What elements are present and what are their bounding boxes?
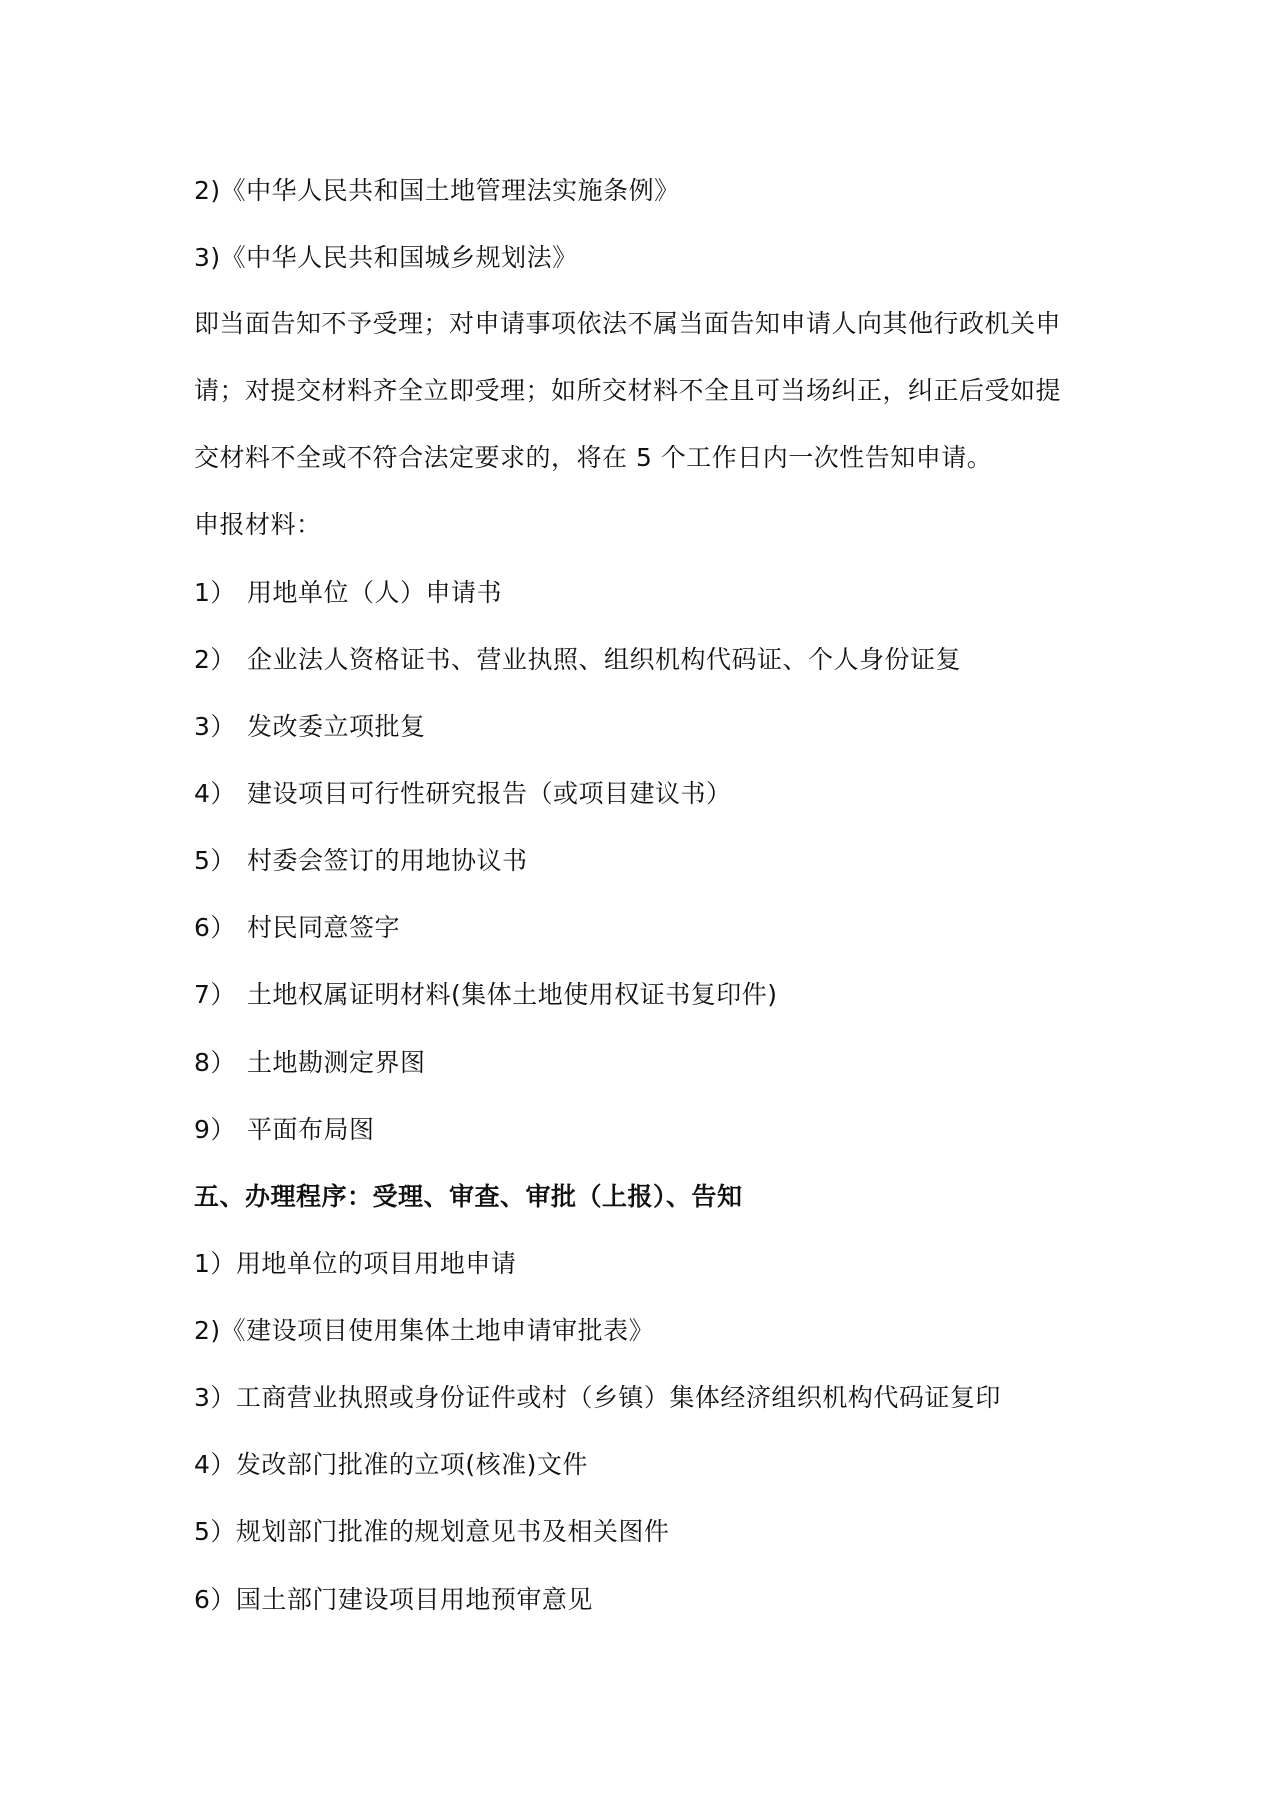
material-item [194, 978, 778, 1012]
material-item-number: 3） [194, 712, 236, 741]
material-item-text: 平面布局图 [247, 1115, 375, 1144]
materials-heading: 申报材料： [194, 510, 322, 539]
material-item-text: 发改委立项批复 [247, 712, 426, 741]
acceptance-paragraph-line: 请；对提交材料齐全立即受理；如所交材料不全且可当场纠正，纠正后受如提 [194, 376, 1062, 405]
material-item [194, 710, 426, 744]
procedure-item: 1）用地单位的项目用地申请 [194, 1249, 517, 1278]
material-item-number: 4） [194, 779, 236, 808]
material-item-number: 5） [194, 846, 236, 875]
material-item [194, 777, 732, 811]
material-item-text: 村民同意签字 [247, 913, 401, 942]
material-item [194, 1046, 426, 1080]
material-item [194, 576, 502, 610]
procedure-item: 3）工商营业执照或身份证件或村（乡镇）集体经济组织机构代码证复印 [194, 1383, 1001, 1412]
procedure-item: 6）国土部门建设项目用地预审意见 [194, 1585, 593, 1614]
material-item [194, 911, 400, 945]
procedure-item: 2)《建设项目使用集体土地申请审批表》 [194, 1316, 655, 1345]
acceptance-paragraph-line: 交材料不全或不符合法定要求的，将在 5 个工作日内一次性告知申请。 [194, 443, 993, 472]
material-item-number: 7） [194, 980, 236, 1009]
material-item [194, 643, 961, 677]
material-item-text: 土地勘测定界图 [247, 1048, 426, 1077]
material-item [194, 844, 528, 878]
legal-basis-item: 2)《中华人民共和国土地管理法实施条例》 [194, 176, 680, 205]
acceptance-paragraph-line: 即当面告知不予受理；对申请事项依法不属当面告知申请人向其他行政机关申 [194, 309, 1062, 338]
procedure-item: 5）规划部门批准的规划意见书及相关图件 [194, 1517, 670, 1546]
material-item-number: 8） [194, 1048, 236, 1077]
material-item-text: 企业法人资格证书、营业执照、组织机构代码证、个人身份证复 [247, 645, 962, 674]
material-item [194, 1113, 375, 1147]
material-item-number: 2） [194, 645, 236, 674]
procedure-item: 4）发改部门批准的立项(核准)文件 [194, 1450, 588, 1479]
material-item-number: 6） [194, 913, 236, 942]
material-item-text: 用地单位（人）申请书 [247, 578, 503, 607]
material-item-text: 建设项目可行性研究报告（或项目建议书） [247, 779, 732, 808]
material-item-number: 9） [194, 1115, 236, 1144]
material-item-text: 土地权属证明材料(集体土地使用权证书复印件) [247, 980, 778, 1009]
material-item-text: 村委会签订的用地协议书 [247, 846, 528, 875]
procedure-heading: 五、办理程序：受理、审查、审批（上报）、告知 [194, 1182, 743, 1211]
legal-basis-item: 3)《中华人民共和国城乡规划法》 [194, 243, 578, 272]
material-item-number: 1） [194, 578, 236, 607]
